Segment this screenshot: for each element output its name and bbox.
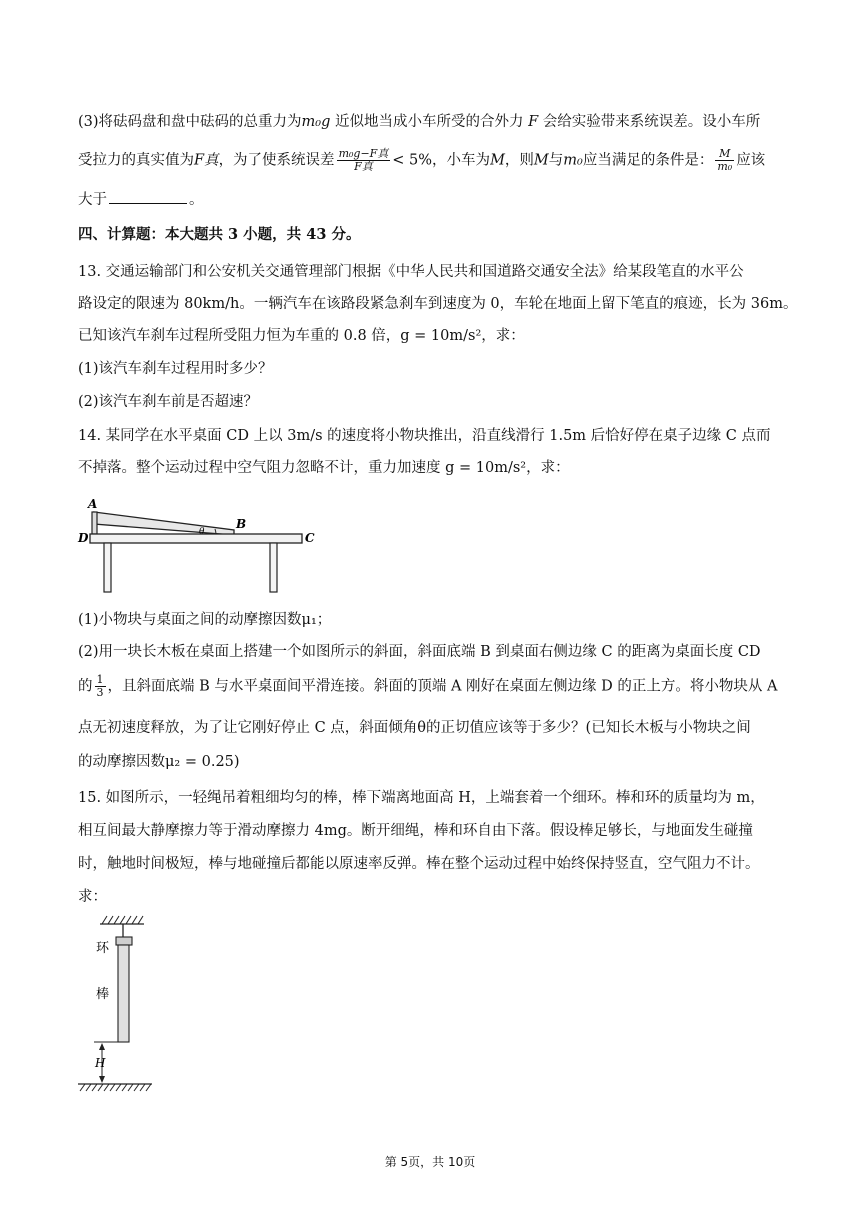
error-fraction: $\frac{\text{m₀g−F真}}{\text{F真}}$ [338, 147, 389, 173]
q14-sub2-line1: (2)用一块长木板在桌面上搭建一个如图所示的斜面，斜面底端 B 到桌面右侧边缘 C 的距离为桌面长度 CD [78, 644, 761, 660]
q12-part3-line3: 大于 。 [78, 192, 204, 208]
q12-part3-line1: (3)将砝码盘和盘中砝码的总重力为m₀g 近似地当成小车所受的合外力 F 会给实验带来系统误差。设小车所 [78, 114, 761, 130]
q14-sub2-line2: 的 $\frac{1}{3}$ ，且斜面底端 B 与水平桌面间平滑连接。斜面的顶端 A 刚好在桌面左侧边缘 D 的正上方。将小物块从 A [78, 673, 778, 699]
table-leg-left [104, 543, 111, 592]
page-footer: 第 5页，共 10页 [384, 1155, 476, 1169]
q14-sub2-line4: 的动摩擦因数μ₂ = 0.25) [78, 754, 240, 770]
q13-line3: 已知该汽车刹车过程所受阻力恒为车重的 0.8 倍，g = 10m/s²，求： [78, 328, 525, 344]
q14-sub2-line3: 点无初速度释放，为了让它刚好停止 C 点，斜面倾角θ的正切值应该等于多少？(已知长木板与小物块之间 [78, 720, 751, 736]
math-m0g: m₀g [301, 114, 331, 130]
arrow-down [99, 1076, 105, 1083]
ring [116, 937, 132, 945]
q12-part3-line2: 受拉力的真实值为F真，为了使系统误差 $\frac{\text{m₀g−F真}}{\text{F真}}$ < 5%，小车为M，则M与m₀应当满足的条件是： $\frac{M}{\text{m₀}}$ 应该 [78, 147, 766, 173]
q13-sub2: (2)该汽车刹车前是否超速？ [78, 394, 259, 410]
math-M-2: M [533, 152, 549, 169]
q15-line4: 求： [78, 889, 107, 905]
one-third-fraction: $\frac{1}{3}$ [96, 673, 104, 699]
ring-rod-figure [72, 910, 182, 1095]
q13-line1: 13. 交通运输部门和公安机关交通管理部门根据《中华人民共和国道路交通安全法》给某段笔直的水平公 [78, 264, 744, 280]
label-theta: θ [199, 527, 205, 537]
ramp-board [94, 512, 234, 535]
incline-table-figure [74, 494, 324, 604]
q13-sub1: (1)该汽车刹车过程用时多少？ [78, 361, 273, 377]
q14-line2: 不掉落。整个运动过程中空气阻力忽略不计，重力加速度 g = 10m/s²，求： [78, 460, 570, 476]
label-ring: 环 [96, 941, 110, 956]
math-m0: m₀ [563, 152, 583, 169]
label-B: B [236, 517, 247, 531]
answer-blank [109, 191, 187, 204]
label-rod: 棒 [96, 987, 110, 1002]
math-F: F [528, 114, 539, 130]
math-F-true: F真 [194, 152, 219, 169]
q13-line2: 路设定的限速为 80km/h。一辆汽车在该路段紧急刹车到速度为 0，车轮在地面上留下笔直的痕迹，长为 36m。 [78, 296, 798, 312]
label-A: A [88, 497, 98, 511]
q15-line3: 时，触地时间极短，棒与地碰撞后都能以原速率反弹。棒在整个运动过程中始终保持竖直，空气阻力不计。 [78, 856, 760, 872]
ramp-support [92, 512, 97, 534]
label-D: D [78, 531, 89, 545]
arrow-up [99, 1043, 105, 1050]
section-heading: 四、计算题：本大题共 3 小题，共 43 分。 [78, 226, 361, 243]
q15-line1: 15. 如图所示，一轻绳吊着粗细均匀的棒，棒下端离地面高 H，上端套着一个细环。棒和环的质量均为 m， [78, 790, 765, 806]
q15-line2: 相互间最大静摩擦力等于滑动摩擦力 4mg。断开细绳，棒和环自由下落。假设棒足够长，与地面发生碰撞 [78, 823, 753, 839]
q14-sub1: (1)小物块与桌面之间的动摩擦因数μ₁； [78, 612, 332, 628]
table-leg-right [270, 543, 277, 592]
rod [118, 945, 129, 1042]
label-H: H [95, 1056, 106, 1070]
math-M: M [490, 152, 505, 169]
label-C: C [305, 531, 315, 545]
q14-line1: 14. 某同学在水平桌面 CD 上以 3m/s 的速度将小物块推出，沿直线滑行 1.5m 后恰好停在桌子边缘 C 点而 [78, 428, 771, 444]
table-top [90, 534, 302, 543]
ratio-fraction: $\frac{M}{\text{m₀}}$ [717, 147, 733, 173]
